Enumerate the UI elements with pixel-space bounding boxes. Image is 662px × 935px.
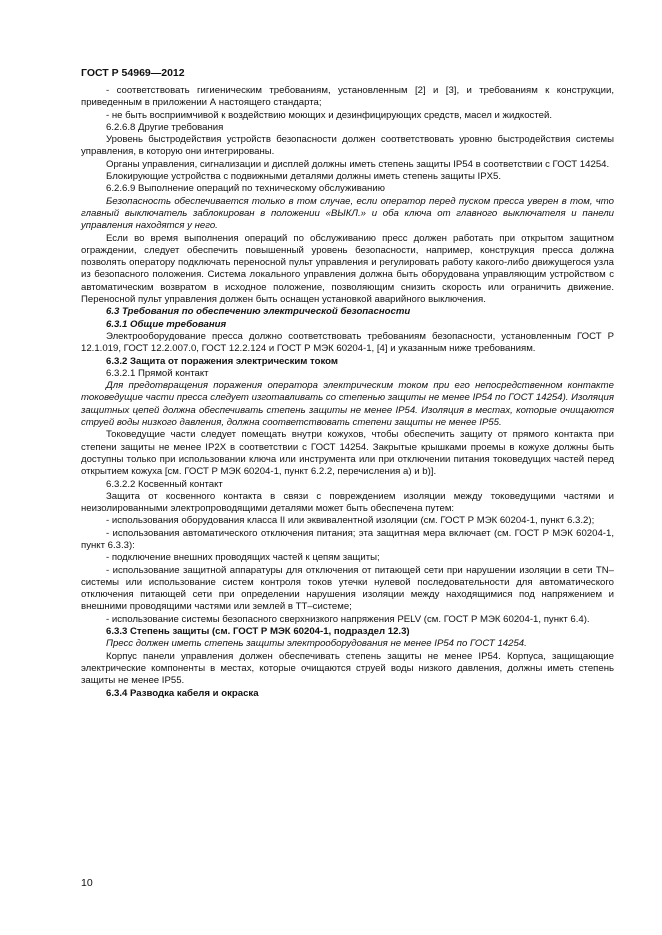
section-heading: 6.3.2 Защита от поражения электрическим током — [106, 355, 338, 367]
document-body — [81, 85, 614, 700]
paragraph: Органы управления, сигнализации и дисплей должны иметь степень защиты IP54 в соответствии с ГОСТ 14254. — [106, 158, 610, 170]
list-item: - подключение внешних проводящих частей к цепям защиты; — [106, 552, 380, 564]
paragraph: Для предотвращения поражения оператора электрическим током при его непосредственном контакте токоведущие части пресса следует изготавливать со степенью защиты не менее IP54 по ГОСТ 14254). Изоляция защитных цепей должна обеспечивать степень защиты не менее IP54. Изоляция в местах, которые очищаются струей воды низкого давления, должна соответствовать степени защиты не менее IP55. — [81, 380, 614, 429]
paragraph: Безопасность обеспечивается только в том случае, если оператор перед пуском пресса уверен в том, что главный выключатель заблокирован в положении «ВЫКЛ.» и оба ключа от главного выключателя и панели управления находятся у него. — [81, 195, 614, 232]
subsection-title: 6.3.2.2 Косвенный контакт — [106, 478, 223, 490]
list-item: - использование системы безопасного сверхнизкого напряжения PELV (см. ГОСТ Р МЭК 60204-1, пункт 6.4). — [106, 613, 590, 625]
paragraph: Уровень быстродействия устройств безопасности должен соответствовать уровню быстродействия системы управления, в которую они интегрированы. — [81, 134, 614, 158]
section-heading: 6.3.3 Степень защиты (см. ГОСТ Р МЭК 60204-1, подраздел 12.3) — [106, 626, 410, 638]
section-heading: 6.3.1 Общие требования — [106, 318, 227, 330]
subsection-title: 6.2.6.9 Выполнение операций по техническому обслуживанию — [106, 183, 385, 195]
list-item: - не быть восприимчивой к воздействию моющих и дезинфицирующих средств, масел и жидкостей. — [106, 109, 552, 121]
paragraph: Электрооборудование пресса должно соответствовать требованиям безопасности, установленным ГОСТ Р 12.1.019, ГОСТ 12.2.007.0, ГОСТ 12.2.124 и ГОСТ Р МЭК 60204-1, [4] и указанным ниже требованиям. — [81, 330, 614, 355]
list-item: - использование защитной аппаратуры для отключения от питающей сети при нарушении изоляции в сети TN–системы или использование систем контроля токов утечки нулевой последовательности для автоматического отключения питающей сети при определении нарушения изоляции между находящимися под напряжением и внешними проводящими частями или землей в TT–системе; — [81, 564, 614, 613]
page-number: 10 — [81, 877, 93, 889]
paragraph: Защита от косвенного контакта в связи с повреждением изоляции между токоведущими частями и неизолированными электропроводящими деталями может быть обеспечена путем: — [81, 490, 614, 515]
paragraph: Пресс должен иметь степень защиты электрооборудования не менее IP54 по ГОСТ 14254. — [106, 638, 527, 650]
paragraph: Корпус панели управления должен обеспечивать степень защиты не менее IP54. Корпуса, защищающие электрические компоненты в местах, которые очищаются струей воды низкого давления, должны иметь степень защиты не менее IP55. — [81, 650, 614, 687]
paragraph: Токоведущие части следует помещать внутри кожухов, чтобы обеспечить защиту от прямого контакта при степени защиты не менее IP2X в соответствии с ГОСТ 14254. Закрытые крышками проемы в кожухе должны быть доступны только при использовании ключа или инструмента или при отключении питания токоведущих частей перед открытием кожуха [см. ГОСТ Р МЭК 60204-1, пункт 6.2.2, перечисления а) и b)]. — [81, 429, 614, 478]
subsection-title: 6.2.6.8 Другие требования — [106, 121, 224, 133]
standard-header: ГОСТ Р 54969—2012 — [81, 67, 185, 79]
paragraph: Блокирующие устройства с подвижными деталями должны иметь степень защиты IPX5. — [106, 171, 502, 183]
list-item: - использования оборудования класса II или эквивалентной изоляции (см. ГОСТ Р МЭК 60204-1, пункт 6.3.2); — [106, 515, 595, 527]
paragraph: Если во время выполнения операций по обслуживанию пресс должен работать при открытом защитном ограждении, следует обеспечить повышенный уровень безопасности, например, конструкция пресса должна позволять оператору подключать переносной пульт управления и регулировать работу какого-либо движущегося узла из безопасного положения. Система локального управления должна быть оборудована управляющим устройством с автоматическим возвратом в исходное положение, позволяющим снизить скорость или ограничить движение. Переносной пульт управления должен быть оснащен установкой аварийного выключения. — [81, 232, 614, 306]
list-item: - соответствовать гигиеническим требованиям, установленным [2] и [3], и требованиям к конструкции, приведенным в приложении А настоящего стандарта; — [81, 85, 614, 109]
subsection-title: 6.3.2.1 Прямой контакт — [106, 367, 209, 379]
section-heading: 6.3 Требования по обеспечению электрической безопасности — [106, 306, 411, 318]
section-heading: 6.3.4 Разводка кабеля и окраска — [106, 687, 259, 699]
list-item: - использования автоматического отключения питания; эта защитная мера включает (см. ГОСТ Р МЭК 60204-1, пункт 6.3.3): — [81, 527, 614, 551]
